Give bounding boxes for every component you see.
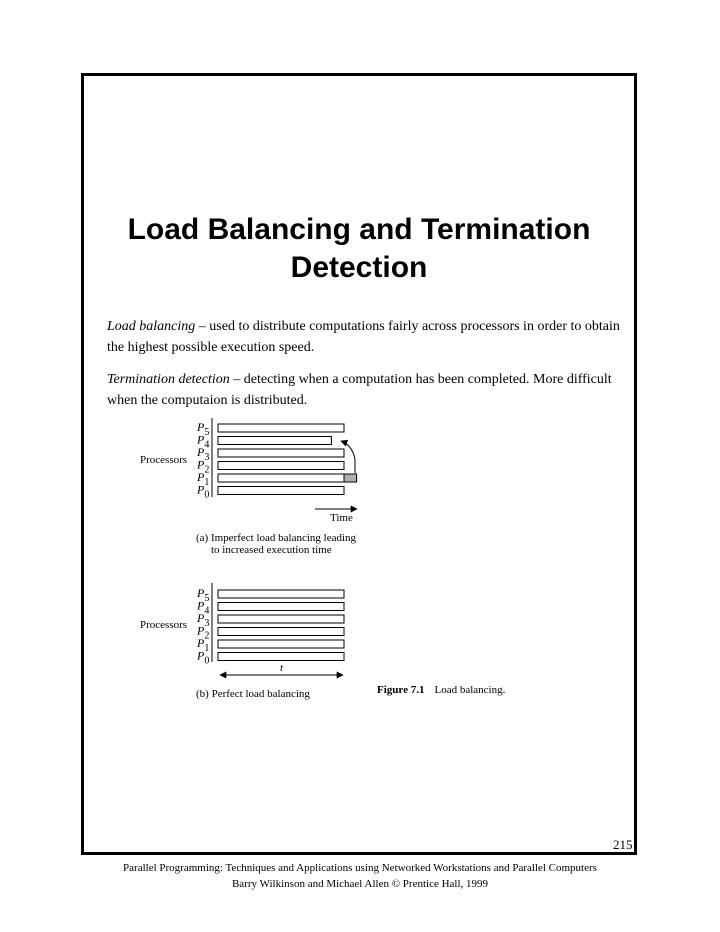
a-label-p3: $P_3$: [197, 445, 210, 463]
a-label-p1: $P_1$: [197, 470, 210, 488]
figure-part-a: [140, 418, 357, 556]
figure-part-b: [140, 583, 344, 700]
processor-labels-a: [196, 420, 209, 501]
caption-a-line-1: (a) Imperfect load balancing leading: [196, 532, 357, 544]
processors-label-a: Processors: [140, 454, 188, 466]
a-label-p2: $P_2$: [197, 457, 210, 476]
b-bar-p2: [218, 628, 344, 636]
b-bar-p1: [218, 640, 344, 648]
caption-b: (b) Perfect load balancing: [196, 688, 310, 700]
b-label-p5: $P_5$: [197, 586, 210, 604]
processor-bars-b: [218, 590, 344, 661]
footer-line-1: Parallel Programming: Techniques and Applications using Networked Workstations and Parallel Computers: [123, 862, 597, 874]
processor-bars-a: [218, 424, 357, 495]
a-extra-load-p1: [344, 474, 357, 482]
a-bar-p4: [218, 437, 331, 445]
title-line-1: Load Balancing and Termination: [127, 213, 591, 246]
footer: [0, 860, 720, 892]
a-bar-p2: [218, 462, 344, 470]
term-termination-detection: Termination detection: [107, 372, 230, 387]
b-bar-p0: [218, 653, 344, 661]
definition-termination-detection: – detecting when a computation has been completed. More difficult when the computaion is distributed.: [107, 372, 612, 408]
b-bar-p4: [218, 603, 344, 611]
processor-labels-b: [196, 586, 209, 667]
definition-load-balancing: – used to distribute computations fairly across processors in order to obtain the highest possible execution speed.: [107, 319, 620, 355]
a-bar-p0: [218, 487, 344, 495]
b-label-p0: $P_0$: [197, 648, 210, 667]
figure-label: Figure 7.1: [377, 684, 425, 696]
processors-label-b: Processors: [140, 619, 188, 631]
b-label-p2: $P_2$: [197, 623, 210, 642]
figure-caption-text: Load balancing.: [434, 684, 506, 696]
page-number: 215: [613, 837, 633, 852]
b-bar-p3: [218, 615, 344, 623]
a-bar-p1: [218, 474, 344, 482]
time-label: Time: [330, 512, 353, 524]
term-load-balancing: Load balancing: [107, 319, 196, 334]
b-label-p1: $P_1$: [197, 636, 210, 654]
footer-line-2: Barry Wilkinson and Michael Allen © Prentice Hall, 1999: [231, 878, 489, 890]
b-label-p3: $P_3$: [197, 611, 210, 629]
a-bar-p3: [218, 449, 344, 457]
b-bar-p5: [218, 590, 344, 598]
a-label-p0: $P_0$: [197, 482, 210, 501]
figure-caption: [377, 683, 505, 697]
b-label-p4: $P_4$: [197, 598, 210, 617]
a-bar-p5: [218, 424, 344, 432]
t-label: t: [280, 662, 284, 674]
caption-a-line-2: to increased execution time: [211, 544, 332, 556]
title-line-2: Detection: [290, 251, 428, 284]
a-label-p4: $P_4$: [197, 432, 210, 451]
a-label-p5: $P_5$: [197, 420, 210, 438]
